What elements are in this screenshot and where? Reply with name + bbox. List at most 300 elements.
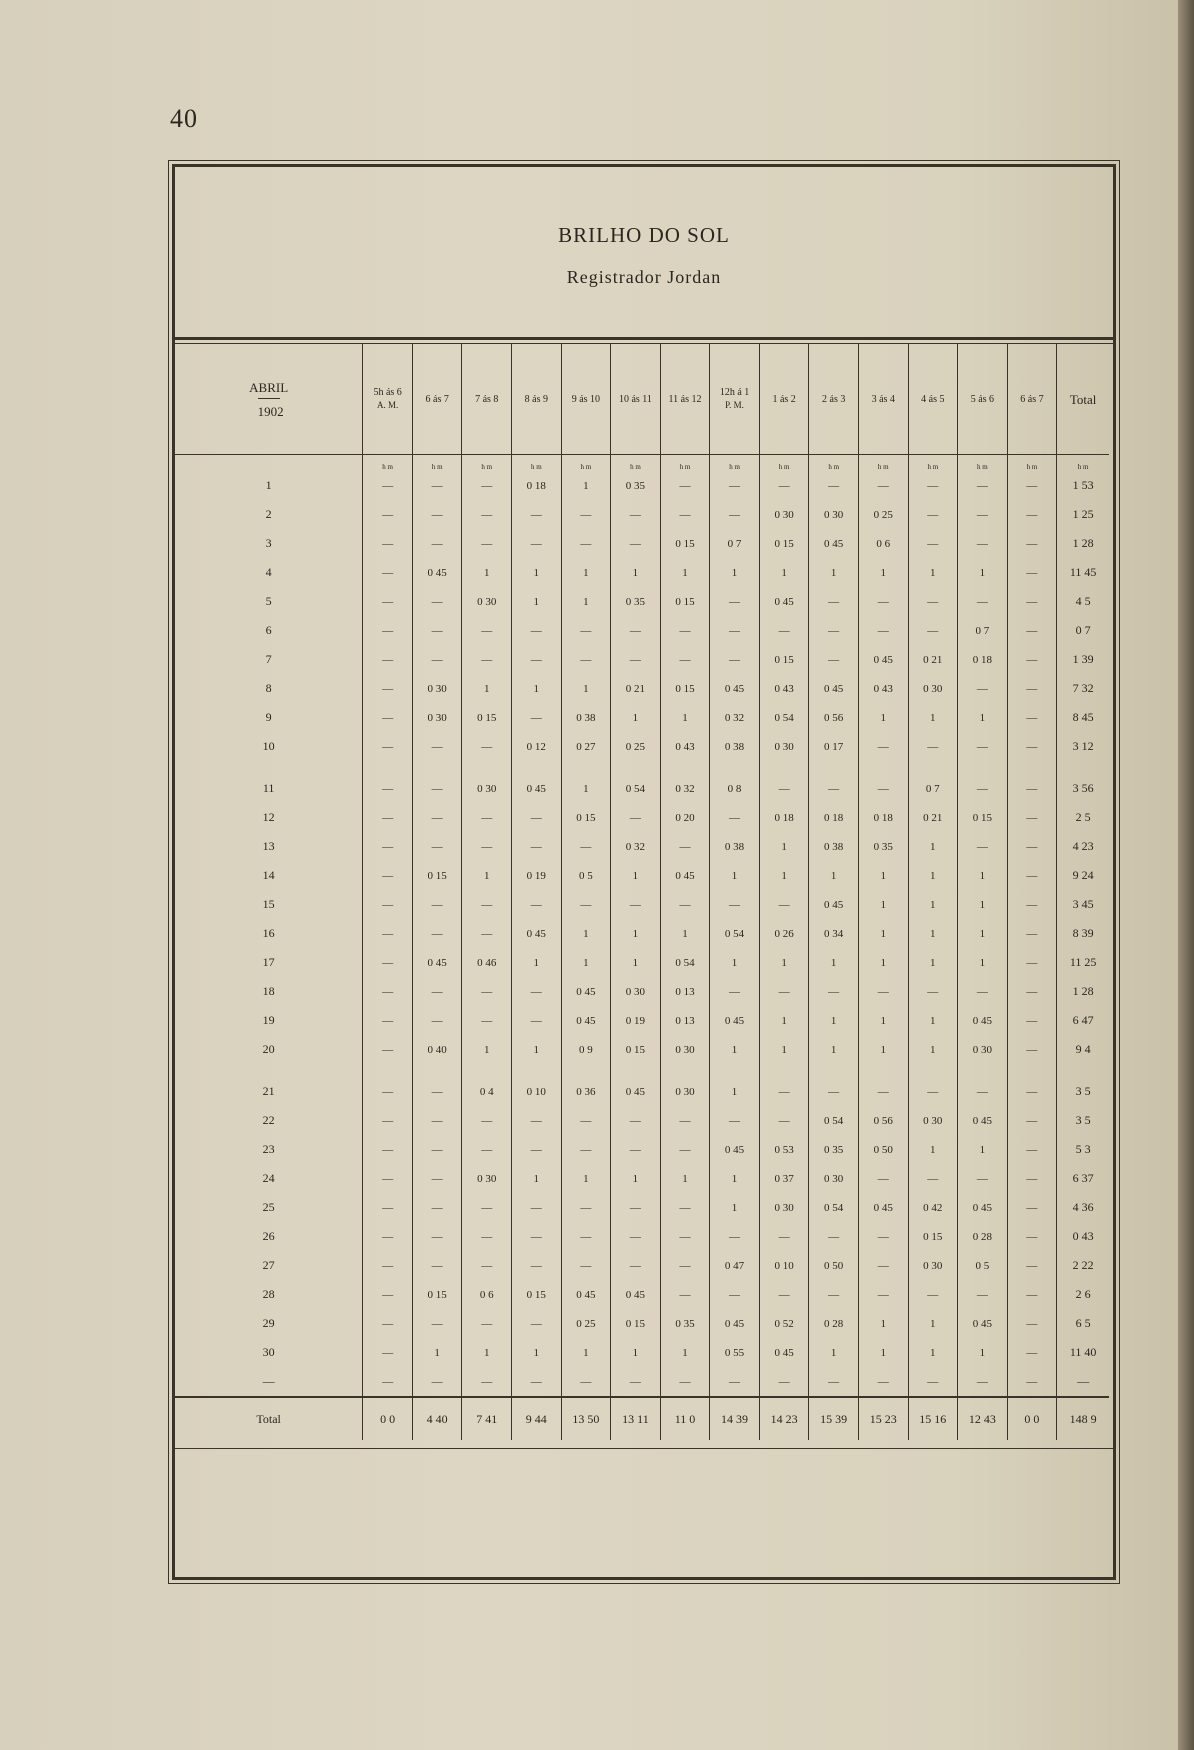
hour-cell: 0 45 xyxy=(512,761,562,803)
hour-cell: — xyxy=(1007,1193,1057,1222)
hour-cell: — xyxy=(958,761,1008,803)
hour-cell: 0 30 xyxy=(759,1193,809,1222)
hour-cell: — xyxy=(759,1222,809,1251)
hour-cell: — xyxy=(611,890,661,919)
table-row xyxy=(175,1006,1109,1035)
row-total-cell: 8 39 xyxy=(1057,919,1109,948)
row-total-cell: 3 45 xyxy=(1057,890,1109,919)
hour-cell: 1 xyxy=(710,1164,760,1193)
table-row xyxy=(175,674,1109,703)
hour-cell: — xyxy=(363,1106,413,1135)
table-row xyxy=(175,1064,1109,1106)
hour-cell: — xyxy=(858,1164,908,1193)
row-total-cell: 3 5 xyxy=(1057,1064,1109,1106)
hour-cell: — xyxy=(1007,587,1057,616)
column-total-cell: 13 11 xyxy=(611,1397,661,1440)
hour-cell: 1 xyxy=(858,1035,908,1064)
hour-cell: 1 xyxy=(958,558,1008,587)
row-total-cell: 9 4 xyxy=(1057,1035,1109,1064)
day-cell: 14 xyxy=(262,868,275,882)
table-row xyxy=(175,977,1109,1006)
hour-cell: — xyxy=(1007,1222,1057,1251)
hour-cell: — xyxy=(512,890,562,919)
hour-cell: 0 15 xyxy=(462,703,512,732)
row-total-cell: 8 45 xyxy=(1057,703,1109,732)
row-total-cell: 5 3 xyxy=(1057,1135,1109,1164)
day-cell: 19 xyxy=(262,1013,275,1027)
hour-cell: — xyxy=(809,645,859,674)
hour-cell: 1 xyxy=(611,1164,661,1193)
hour-cell: 0 30 xyxy=(759,732,809,761)
hour-cell: — xyxy=(363,732,413,761)
hour-cell: 1 xyxy=(611,703,661,732)
hour-cell: 1 xyxy=(462,558,512,587)
hour-cell: 0 45 xyxy=(759,587,809,616)
totals-label: Total xyxy=(175,1397,363,1440)
hour-cell: 1 xyxy=(710,1193,760,1222)
hour-cell: 0 38 xyxy=(561,703,611,732)
hour-cell: — xyxy=(611,1193,661,1222)
hour-cell: 1 xyxy=(809,558,859,587)
hour-cell: — xyxy=(412,1064,462,1106)
hour-cell: — xyxy=(512,1106,562,1135)
hour-cell: — xyxy=(363,1164,413,1193)
row-total-cell: 7 32 xyxy=(1057,674,1109,703)
hour-cell: 0 5 xyxy=(958,1251,1008,1280)
row-total-cell: 0 43 xyxy=(1057,1222,1109,1251)
hour-header-period: P. M. xyxy=(725,400,744,410)
hour-cell: 1 xyxy=(759,948,809,977)
hour-cell: 0 25 xyxy=(611,732,661,761)
row-total-cell: 3 12 xyxy=(1057,732,1109,761)
hour-cell: — xyxy=(363,1309,413,1338)
day-cell: 22 xyxy=(262,1113,275,1127)
hour-cell: — xyxy=(462,471,512,500)
hour-cell: 1 xyxy=(858,703,908,732)
hour-cell: 1 xyxy=(462,861,512,890)
hour-cell: — xyxy=(363,832,413,861)
hour-cell: — xyxy=(660,616,710,645)
hour-cell: — xyxy=(363,803,413,832)
hour-cell: — xyxy=(1007,1367,1057,1397)
hour-cell: 0 30 xyxy=(759,500,809,529)
hour-header xyxy=(710,344,760,455)
hour-cell: 1 xyxy=(462,1035,512,1064)
hour-cell: 1 xyxy=(561,674,611,703)
hour-cell: — xyxy=(363,1222,413,1251)
hour-cell: 0 32 xyxy=(611,832,661,861)
table-row xyxy=(175,529,1109,558)
hour-cell: — xyxy=(908,1367,958,1397)
hour-cell: 0 15 xyxy=(759,645,809,674)
hour-cell: — xyxy=(660,471,710,500)
hour-cell: — xyxy=(512,1251,562,1280)
table-row xyxy=(175,645,1109,674)
hour-cell: — xyxy=(363,977,413,1006)
hour-cell: 0 17 xyxy=(809,732,859,761)
hour-cell: 0 15 xyxy=(611,1035,661,1064)
hour-cell: 0 26 xyxy=(759,919,809,948)
hour-cell: 0 7 xyxy=(710,529,760,558)
hour-cell: 0 21 xyxy=(908,803,958,832)
hour-cell: 1 xyxy=(908,703,958,732)
day-cell: 10 xyxy=(262,739,275,753)
grand-total-cell: 148 9 xyxy=(1057,1397,1109,1440)
hour-cell: — xyxy=(809,587,859,616)
hour-cell: — xyxy=(462,1251,512,1280)
hour-cell: 0 54 xyxy=(759,703,809,732)
hour-cell: — xyxy=(561,1135,611,1164)
hour-header xyxy=(660,344,710,455)
table-row xyxy=(175,1309,1109,1338)
hour-cell: — xyxy=(710,803,760,832)
hour-cell: 0 46 xyxy=(462,948,512,977)
hour-cell: 0 45 xyxy=(759,1338,809,1367)
hour-cell: — xyxy=(363,616,413,645)
hour-cell: 0 50 xyxy=(809,1251,859,1280)
hour-cell: — xyxy=(363,703,413,732)
hour-cell: — xyxy=(412,500,462,529)
hour-cell: 0 18 xyxy=(512,471,562,500)
hour-cell: 0 45 xyxy=(809,674,859,703)
hour-cell: 0 35 xyxy=(611,471,661,500)
hour-cell: — xyxy=(858,977,908,1006)
hour-cell: 0 13 xyxy=(660,977,710,1006)
hour-cell: — xyxy=(462,1367,512,1397)
hour-cell: — xyxy=(1007,558,1057,587)
hour-header-label: 10 ás 11 xyxy=(618,393,652,405)
hour-cell: — xyxy=(858,1367,908,1397)
hour-cell: — xyxy=(958,500,1008,529)
hour-cell: 0 56 xyxy=(858,1106,908,1135)
hour-cell: — xyxy=(858,587,908,616)
hour-cell: 1 xyxy=(462,1338,512,1367)
hour-cell: — xyxy=(858,761,908,803)
hour-cell: — xyxy=(958,471,1008,500)
hour-cell: 1 xyxy=(561,919,611,948)
column-total-cell: 7 41 xyxy=(462,1397,512,1440)
row-total-cell: 1 28 xyxy=(1057,529,1109,558)
hour-cell: — xyxy=(412,1006,462,1035)
hour-cell: — xyxy=(858,1064,908,1106)
hour-cell: 0 30 xyxy=(660,1064,710,1106)
hour-cell: 0 50 xyxy=(858,1135,908,1164)
column-total-cell: 14 23 xyxy=(759,1397,809,1440)
hour-cell: 0 18 xyxy=(858,803,908,832)
hour-cell: 0 45 xyxy=(561,977,611,1006)
hour-cell: — xyxy=(660,832,710,861)
hour-cell: — xyxy=(660,890,710,919)
hour-cell: — xyxy=(1007,471,1057,500)
header-row xyxy=(175,344,1109,455)
table-row xyxy=(175,587,1109,616)
hour-cell: 1 xyxy=(660,1338,710,1367)
hour-cell: 0 43 xyxy=(759,674,809,703)
hour-cell: — xyxy=(462,803,512,832)
hour-cell: 1 xyxy=(660,558,710,587)
hour-cell: 1 xyxy=(809,861,859,890)
hour-cell: 1 xyxy=(958,890,1008,919)
hour-cell: — xyxy=(809,1280,859,1309)
hour-cell: 1 xyxy=(660,703,710,732)
table-frame xyxy=(172,164,1116,1580)
hour-cell: — xyxy=(462,500,512,529)
hour-cell: 0 27 xyxy=(561,732,611,761)
hour-cell: — xyxy=(462,1309,512,1338)
day-cell: 2 xyxy=(265,507,272,521)
hour-cell: — xyxy=(1007,1064,1057,1106)
hour-cell: 1 xyxy=(512,558,562,587)
hour-cell: 0 15 xyxy=(660,674,710,703)
hour-cell: — xyxy=(908,500,958,529)
hour-cell: — xyxy=(561,645,611,674)
hour-cell: 1 xyxy=(611,861,661,890)
hour-cell: — xyxy=(363,1367,413,1397)
hour-cell: — xyxy=(512,1193,562,1222)
hour-cell: 1 xyxy=(561,948,611,977)
day-cell: 9 xyxy=(265,710,272,724)
hour-cell: — xyxy=(1007,529,1057,558)
day-cell: 16 xyxy=(262,926,275,940)
hour-cell: 1 xyxy=(908,890,958,919)
hour-cell: 0 45 xyxy=(412,948,462,977)
hour-cell: 0 28 xyxy=(809,1309,859,1338)
hour-cell: — xyxy=(958,529,1008,558)
hour-cell: 1 xyxy=(908,1035,958,1064)
hour-cell: — xyxy=(759,616,809,645)
hour-cell: — xyxy=(363,529,413,558)
hour-cell: — xyxy=(363,1280,413,1309)
hour-cell: — xyxy=(363,919,413,948)
hour-cell: — xyxy=(759,890,809,919)
row-total-cell: 1 39 xyxy=(1057,645,1109,674)
hour-cell: — xyxy=(809,1222,859,1251)
row-total-cell: 6 47 xyxy=(1057,1006,1109,1035)
hour-cell: 0 30 xyxy=(462,1164,512,1193)
hour-cell: 0 56 xyxy=(809,703,859,732)
table-row xyxy=(175,1222,1109,1251)
hour-cell: — xyxy=(512,529,562,558)
table-row xyxy=(175,948,1109,977)
hour-header xyxy=(462,344,512,455)
hour-cell: — xyxy=(363,1135,413,1164)
day-cell: 17 xyxy=(262,955,275,969)
row-total-cell: 1 53 xyxy=(1057,471,1109,500)
units-label: h m xyxy=(1007,455,1057,472)
hour-header-label: 6 ás 7 xyxy=(425,393,449,405)
hour-cell: — xyxy=(908,977,958,1006)
hour-cell: 1 xyxy=(561,471,611,500)
hour-cell: 0 35 xyxy=(809,1135,859,1164)
totals-row xyxy=(175,1397,1109,1440)
book-spine-shadow xyxy=(1178,0,1194,1750)
hour-cell: 0 45 xyxy=(710,1135,760,1164)
hour-cell: — xyxy=(412,890,462,919)
hour-cell: 1 xyxy=(759,1006,809,1035)
table-row xyxy=(175,1035,1109,1064)
row-total-cell: 4 5 xyxy=(1057,587,1109,616)
day-cell: 27 xyxy=(262,1258,275,1272)
hour-cell: — xyxy=(363,645,413,674)
hour-header xyxy=(809,344,859,455)
hour-cell: — xyxy=(1007,1309,1057,1338)
day-cell: 11 xyxy=(262,781,275,795)
hour-header xyxy=(412,344,462,455)
hour-cell: — xyxy=(1007,1135,1057,1164)
hour-cell: — xyxy=(1007,1164,1057,1193)
hour-cell: 0 45 xyxy=(958,1309,1008,1338)
hour-cell: 1 xyxy=(908,861,958,890)
hour-cell: — xyxy=(1007,674,1057,703)
hour-cell: — xyxy=(710,1106,760,1135)
hour-cell: — xyxy=(710,645,760,674)
hour-cell: 0 45 xyxy=(710,1006,760,1035)
header-rule xyxy=(175,337,1113,344)
hour-cell: — xyxy=(561,616,611,645)
units-label: h m xyxy=(561,455,611,472)
hour-cell: 0 38 xyxy=(710,832,760,861)
hour-cell: 0 8 xyxy=(710,761,760,803)
hour-cell: 1 xyxy=(908,1338,958,1367)
table-row xyxy=(175,1251,1109,1280)
day-cell: 21 xyxy=(262,1084,275,1098)
hour-cell: 0 30 xyxy=(412,703,462,732)
hour-header-label: 7 ás 8 xyxy=(475,393,499,405)
hour-cell: — xyxy=(958,1280,1008,1309)
hour-cell: 0 35 xyxy=(660,1309,710,1338)
hour-cell: — xyxy=(363,674,413,703)
table-row xyxy=(175,1106,1109,1135)
hour-cell: — xyxy=(512,803,562,832)
hour-cell: 1 xyxy=(710,1064,760,1106)
hour-cell: — xyxy=(412,529,462,558)
hour-cell: — xyxy=(412,1106,462,1135)
hour-cell: 0 15 xyxy=(958,803,1008,832)
units-label: h m xyxy=(710,455,760,472)
hour-cell: — xyxy=(611,1367,661,1397)
hour-cell: 0 15 xyxy=(611,1309,661,1338)
hour-cell: 1 xyxy=(809,948,859,977)
hour-cell: 0 15 xyxy=(412,861,462,890)
hour-cell: 1 xyxy=(908,919,958,948)
hour-cell: 0 19 xyxy=(512,861,562,890)
hour-cell: — xyxy=(1007,948,1057,977)
hour-cell: 0 38 xyxy=(809,832,859,861)
hour-cell: — xyxy=(512,832,562,861)
hour-cell: — xyxy=(363,861,413,890)
hour-cell: 0 45 xyxy=(512,919,562,948)
day-cell: — xyxy=(262,1374,275,1388)
hour-cell: 0 54 xyxy=(660,948,710,977)
hour-cell: — xyxy=(958,1164,1008,1193)
hour-cell: — xyxy=(660,1251,710,1280)
units-label: h m xyxy=(908,455,958,472)
row-total-cell: 3 5 xyxy=(1057,1106,1109,1135)
row-total-cell: 11 25 xyxy=(1057,948,1109,977)
day-cell: 12 xyxy=(262,810,275,824)
row-total-cell: 2 22 xyxy=(1057,1251,1109,1280)
hour-cell: — xyxy=(759,761,809,803)
hour-cell: — xyxy=(363,1251,413,1280)
table-row xyxy=(175,919,1109,948)
hour-cell: 1 xyxy=(412,1338,462,1367)
hour-cell: 1 xyxy=(462,674,512,703)
hour-cell: — xyxy=(1007,890,1057,919)
hour-cell: 0 25 xyxy=(858,500,908,529)
hour-cell: 1 xyxy=(908,1309,958,1338)
hour-cell: — xyxy=(908,529,958,558)
hour-cell: 0 6 xyxy=(858,529,908,558)
hour-header-label: 1 ás 2 xyxy=(772,393,796,405)
hour-cell: — xyxy=(611,616,661,645)
hour-cell: — xyxy=(908,1280,958,1309)
hour-cell: 0 30 xyxy=(809,1164,859,1193)
table-row xyxy=(175,1135,1109,1164)
hour-cell: 0 30 xyxy=(958,1035,1008,1064)
hour-cell: 0 45 xyxy=(809,890,859,919)
hour-cell: — xyxy=(462,529,512,558)
hour-cell: — xyxy=(363,471,413,500)
hour-cell: — xyxy=(363,1064,413,1106)
hour-cell: — xyxy=(412,645,462,674)
hour-cell: — xyxy=(710,500,760,529)
day-cell: 24 xyxy=(262,1171,275,1185)
column-total-cell: 15 16 xyxy=(908,1397,958,1440)
row-total-cell: 9 24 xyxy=(1057,861,1109,890)
hour-cell: 0 30 xyxy=(611,977,661,1006)
units-label: h m xyxy=(363,455,413,472)
hour-cell: 0 28 xyxy=(958,1222,1008,1251)
hour-cell: — xyxy=(1007,1251,1057,1280)
row-total-cell: 0 7 xyxy=(1057,616,1109,645)
hour-cell: 0 30 xyxy=(660,1035,710,1064)
hour-cell: 0 15 xyxy=(412,1280,462,1309)
hour-cell: 0 55 xyxy=(710,1338,760,1367)
hour-cell: — xyxy=(809,1367,859,1397)
units-row xyxy=(175,455,1109,472)
day-cell: 5 xyxy=(265,594,272,608)
hour-cell: — xyxy=(958,832,1008,861)
hour-cell: — xyxy=(759,1064,809,1106)
day-cell: 28 xyxy=(262,1287,275,1301)
hour-cell: — xyxy=(561,1367,611,1397)
hour-cell: 1 xyxy=(512,587,562,616)
hour-cell: 0 43 xyxy=(858,674,908,703)
hour-cell: — xyxy=(908,1164,958,1193)
table-subtitle: Registrador Jordan xyxy=(566,267,722,287)
hour-cell: 0 4 xyxy=(462,1064,512,1106)
hour-cell: 1 xyxy=(611,948,661,977)
hour-cell: 1 xyxy=(512,1035,562,1064)
row-total-cell: — xyxy=(1057,1367,1109,1397)
hour-cell: 1 xyxy=(908,1006,958,1035)
hour-cell: — xyxy=(363,761,413,803)
hour-header-label: 3 ás 4 xyxy=(871,393,895,405)
hour-cell: — xyxy=(759,1106,809,1135)
hour-cell: 0 18 xyxy=(809,803,859,832)
hour-cell: — xyxy=(462,832,512,861)
hour-cell: 1 xyxy=(710,558,760,587)
hour-cell: — xyxy=(462,919,512,948)
hour-cell: — xyxy=(462,1006,512,1035)
hour-cell: — xyxy=(412,1135,462,1164)
hour-cell: 1 xyxy=(958,919,1008,948)
year-label: 1902 xyxy=(258,398,280,418)
hour-header xyxy=(958,344,1008,455)
total-column-header: Total xyxy=(1057,344,1109,455)
hour-cell: — xyxy=(412,1222,462,1251)
day-cell: 7 xyxy=(265,652,272,666)
